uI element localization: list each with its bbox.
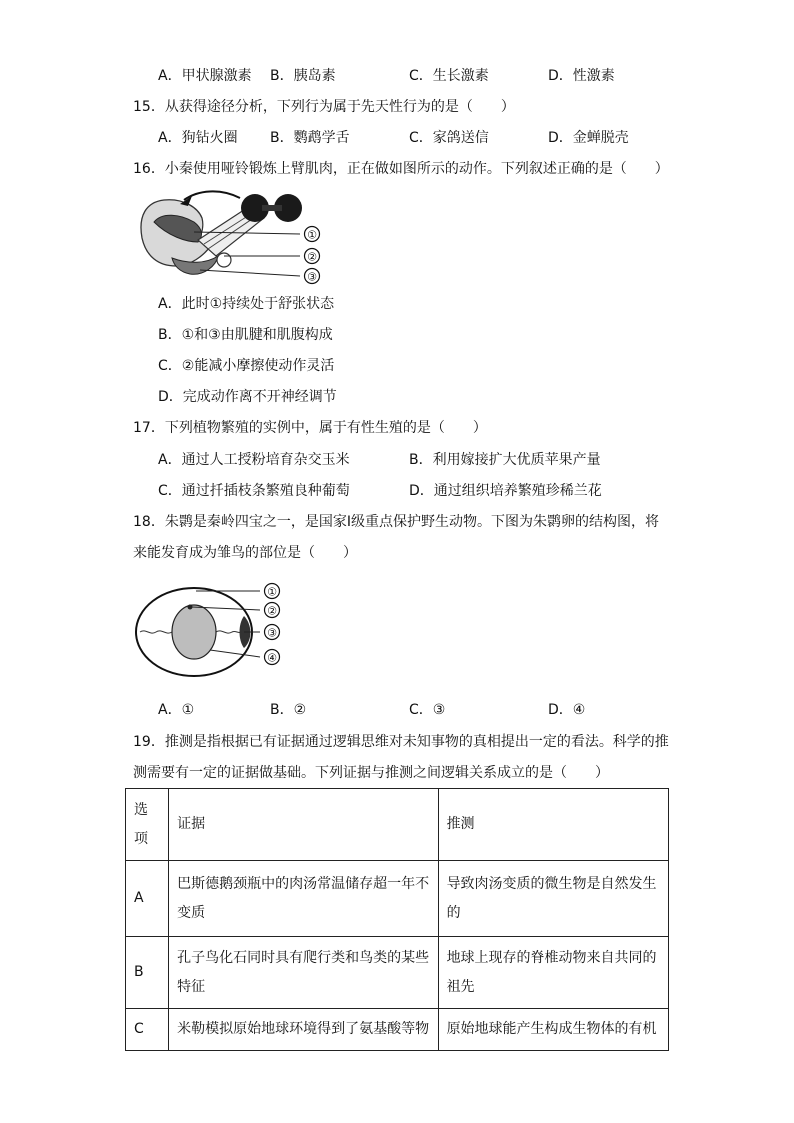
q14-option-b: B．胰岛素 — [270, 68, 336, 84]
q19-stem-line1: 19．推测是指根据已有证据通过逻辑思维对未知事物的真相提出一定的看法。科学的推 — [133, 734, 669, 750]
q16-option-b: B．①和③由肌腱和肌腹构成 — [158, 327, 333, 343]
arm-label-3: ③ — [307, 270, 317, 284]
egg-label-1: ① — [267, 585, 277, 599]
row-inference: 地球上现存的脊椎动物来自共同的祖先 — [438, 937, 668, 1009]
row-inference: 原始地球能产生构成生物体的有机 — [438, 1009, 668, 1051]
row-inference: 导致肉汤变质的微生物是自然发生的 — [438, 861, 668, 937]
q15-option-a: A．狗钻火圈 — [158, 130, 238, 146]
arm-label-1: ① — [307, 228, 317, 242]
row-label: A — [126, 861, 169, 937]
q16-stem: 16．小秦使用哑铃锻炼上臂肌肉，正在做如图所示的动作。下列叙述正确的是（ ） — [133, 161, 669, 177]
row-evidence: 孔子鸟化石同时具有爬行类和鸟类的某些特征 — [169, 937, 438, 1009]
q18-stem-line2: 来能发育成为雏鸟的部位是（ ） — [133, 545, 357, 561]
table-row — [126, 1009, 669, 1051]
egg-label-2: ② — [267, 604, 277, 618]
q18-option-a: A．① — [158, 702, 195, 718]
q15-option-c: C．家鸽送信 — [409, 130, 489, 146]
table-row — [126, 861, 669, 937]
q18-option-b: B．② — [270, 702, 307, 718]
q15-stem: 15．从获得途径分析，下列行为属于先天性行为的是（ ） — [133, 99, 515, 115]
evidence-inference-table — [125, 788, 669, 1051]
q17-option-d: D．通过组织培养繁殖珍稀兰花 — [409, 483, 602, 499]
egg-structure-figure — [132, 580, 292, 680]
q16-option-d: D．完成动作离不开神经调节 — [158, 389, 337, 405]
q17-option-a: A．通过人工授粉培育杂交玉米 — [158, 452, 350, 468]
q15-option-b: B．鹦鹉学舌 — [270, 130, 350, 146]
row-label: C — [126, 1009, 169, 1051]
header-inference: 推测 — [438, 789, 668, 861]
q18-option-d: D．④ — [548, 702, 586, 718]
header-evidence: 证据 — [169, 789, 438, 861]
q18-stem-line1: 18．朱鹮是秦岭四宝之一，是国家Ⅰ级重点保护野生动物。下图为朱鹮卵的结构图，将 — [133, 514, 659, 530]
arm-dumbbell-figure — [132, 186, 332, 286]
q14-option-d: D．性激素 — [548, 68, 615, 84]
q19-stem-line2: 测需要有一定的证据做基础。下列证据与推测之间逻辑关系成立的是（ ） — [133, 765, 609, 781]
row-label: B — [126, 937, 169, 1009]
q14-option-a: A．甲状腺激素 — [158, 68, 252, 84]
header-option: 选项 — [126, 789, 169, 861]
q17-stem: 17．下列植物繁殖的实例中，属于有性生殖的是（ ） — [133, 420, 487, 436]
row-evidence: 巴斯德鹅颈瓶中的肉汤常温储存超一年不变质 — [169, 861, 438, 937]
egg-label-4: ④ — [267, 651, 277, 665]
row-evidence: 米勒模拟原始地球环境得到了氨基酸等物 — [169, 1009, 438, 1051]
q17-option-b: B．利用嫁接扩大优质苹果产量 — [409, 452, 601, 468]
q17-option-c: C．通过扦插枝条繁殖良种葡萄 — [158, 483, 350, 499]
q18-option-c: C．③ — [409, 702, 446, 718]
q15-option-d: D．金蝉脱壳 — [548, 130, 629, 146]
table-row — [126, 937, 669, 1009]
arm-label-2: ② — [307, 250, 317, 264]
q16-option-a: A．此时①持续处于舒张状态 — [158, 296, 335, 312]
egg-label-3: ③ — [267, 626, 277, 640]
q16-option-c: C．②能减小摩擦使动作灵活 — [158, 358, 335, 374]
q14-option-c: C．生长激素 — [409, 68, 489, 84]
table-header-row — [126, 789, 669, 861]
